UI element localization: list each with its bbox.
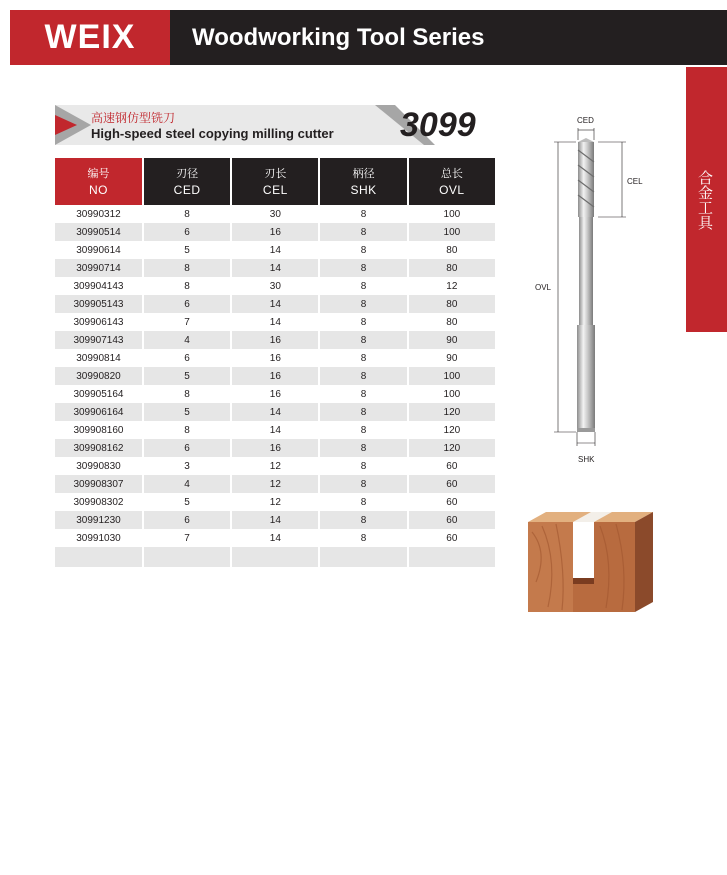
shk-label: SHK <box>578 455 595 464</box>
cell-cel: 14 <box>231 295 319 313</box>
cell-cel: 16 <box>231 331 319 349</box>
cell-cel: 14 <box>231 241 319 259</box>
brand-logo <box>10 10 170 65</box>
cell-ovl: 80 <box>408 241 495 259</box>
table-row-empty <box>55 547 495 567</box>
cell-cel: 16 <box>231 367 319 385</box>
cell-cel: 14 <box>231 421 319 439</box>
cell-no: 309905164 <box>55 385 143 403</box>
spec-table <box>55 158 495 567</box>
table-row <box>55 313 495 331</box>
cell-ovl: 80 <box>408 259 495 277</box>
cell-shk: 8 <box>319 421 407 439</box>
wood-groove-illustration <box>528 512 653 612</box>
cell-ced: 7 <box>143 529 231 547</box>
table-row <box>55 529 495 547</box>
table-row <box>55 457 495 475</box>
cell-shk: 8 <box>319 493 407 511</box>
cell-shk: 8 <box>319 241 407 259</box>
cell-cel: 14 <box>231 511 319 529</box>
column-header-cel: 刃长 CEL <box>231 158 319 205</box>
table-row <box>55 241 495 259</box>
column-header-ced: 刃径 CED <box>143 158 231 205</box>
cell-ced: 6 <box>143 511 231 529</box>
empty-cell <box>231 547 319 567</box>
table-row <box>55 403 495 421</box>
cell-shk: 8 <box>319 529 407 547</box>
cell-shk: 8 <box>319 475 407 493</box>
table-row <box>55 475 495 493</box>
cell-no: 30991030 <box>55 529 143 547</box>
cell-no: 309907143 <box>55 331 143 349</box>
column-header-ovl: 总长 OVL <box>408 158 495 205</box>
cell-shk: 8 <box>319 331 407 349</box>
cell-ced: 3 <box>143 457 231 475</box>
cell-ovl: 60 <box>408 475 495 493</box>
product-name-en: High-speed steel copying milling cutter <box>91 126 334 141</box>
cell-ovl: 60 <box>408 457 495 475</box>
cell-ced: 8 <box>143 421 231 439</box>
header-bar <box>10 10 727 65</box>
cutter-drawing <box>530 110 680 470</box>
cell-ovl: 60 <box>408 493 495 511</box>
table-row <box>55 511 495 529</box>
cell-no: 30991230 <box>55 511 143 529</box>
cell-shk: 8 <box>319 439 407 457</box>
ovl-label: OVL <box>535 283 552 292</box>
empty-cell <box>408 547 495 567</box>
table-row <box>55 277 495 295</box>
cell-shk: 8 <box>319 385 407 403</box>
cell-ovl: 60 <box>408 529 495 547</box>
cell-no: 309908160 <box>55 421 143 439</box>
brand-name: WEIX <box>44 18 136 56</box>
table-row <box>55 331 495 349</box>
cell-ced: 8 <box>143 385 231 403</box>
table-row <box>55 493 495 511</box>
cell-ovl: 80 <box>408 313 495 331</box>
page-title: Woodworking Tool Series <box>192 24 485 51</box>
cell-shk: 8 <box>319 205 407 223</box>
cell-ovl: 60 <box>408 511 495 529</box>
cell-ced: 5 <box>143 403 231 421</box>
cell-ced: 8 <box>143 259 231 277</box>
cell-no: 309906143 <box>55 313 143 331</box>
table-row <box>55 385 495 403</box>
cell-cel: 30 <box>231 205 319 223</box>
cell-no: 30990814 <box>55 349 143 367</box>
cell-ovl: 100 <box>408 367 495 385</box>
cell-shk: 8 <box>319 223 407 241</box>
cutter-neck <box>579 217 593 325</box>
table-header-row <box>55 158 495 205</box>
table-row <box>55 259 495 277</box>
cell-shk: 8 <box>319 349 407 367</box>
cutter-shank <box>577 325 595 430</box>
table-row <box>55 349 495 367</box>
product-model: 3099 <box>400 106 476 144</box>
cell-ced: 7 <box>143 313 231 331</box>
table-row <box>55 367 495 385</box>
cell-ovl: 90 <box>408 349 495 367</box>
cell-no: 30990820 <box>55 367 143 385</box>
product-banner <box>55 105 495 145</box>
cel-label: CEL <box>627 177 643 186</box>
cell-shk: 8 <box>319 313 407 331</box>
empty-cell <box>319 547 407 567</box>
cell-ced: 6 <box>143 295 231 313</box>
cell-ovl: 100 <box>408 385 495 403</box>
cell-no: 30990614 <box>55 241 143 259</box>
cell-shk: 8 <box>319 403 407 421</box>
cell-cel: 12 <box>231 493 319 511</box>
side-tab-label: 合金工具 <box>696 170 714 230</box>
cell-ovl: 12 <box>408 277 495 295</box>
cell-shk: 8 <box>319 367 407 385</box>
cell-cel: 14 <box>231 529 319 547</box>
cell-ovl: 90 <box>408 331 495 349</box>
cell-ovl: 100 <box>408 223 495 241</box>
cell-ced: 6 <box>143 223 231 241</box>
cell-cel: 14 <box>231 403 319 421</box>
cell-cel: 16 <box>231 439 319 457</box>
cell-shk: 8 <box>319 511 407 529</box>
cell-shk: 8 <box>319 457 407 475</box>
table-row <box>55 223 495 241</box>
column-header-no: 编号 NO <box>55 158 143 205</box>
ced-label: CED <box>577 116 594 125</box>
cell-ovl: 120 <box>408 421 495 439</box>
cell-ovl: 120 <box>408 439 495 457</box>
cell-cel: 12 <box>231 457 319 475</box>
table-row <box>55 205 495 223</box>
cell-cel: 30 <box>231 277 319 295</box>
cell-ced: 6 <box>143 439 231 457</box>
cell-ovl: 100 <box>408 205 495 223</box>
cell-ced: 4 <box>143 331 231 349</box>
cell-no: 309908307 <box>55 475 143 493</box>
cell-cel: 14 <box>231 313 319 331</box>
empty-cell <box>55 547 143 567</box>
table-row <box>55 295 495 313</box>
cell-no: 309904143 <box>55 277 143 295</box>
cell-cel: 12 <box>231 475 319 493</box>
cell-ovl: 120 <box>408 403 495 421</box>
cell-ced: 8 <box>143 205 231 223</box>
cell-no: 30990714 <box>55 259 143 277</box>
product-name-cn: 高速钢仿型铣刀 <box>91 111 176 125</box>
cell-ced: 8 <box>143 277 231 295</box>
cell-no: 309908162 <box>55 439 143 457</box>
cell-no: 30990830 <box>55 457 143 475</box>
column-header-shk: 柄径 SHK <box>319 158 407 205</box>
cell-shk: 8 <box>319 259 407 277</box>
cell-ced: 6 <box>143 349 231 367</box>
cell-no: 309908302 <box>55 493 143 511</box>
cell-ced: 5 <box>143 241 231 259</box>
empty-cell <box>143 547 231 567</box>
cell-cel: 16 <box>231 223 319 241</box>
cell-ced: 4 <box>143 475 231 493</box>
cell-no: 30990312 <box>55 205 143 223</box>
cell-no: 309906164 <box>55 403 143 421</box>
cell-no: 30990514 <box>55 223 143 241</box>
table-body <box>55 205 495 567</box>
cell-ced: 5 <box>143 493 231 511</box>
cell-ced: 5 <box>143 367 231 385</box>
table-row <box>55 421 495 439</box>
cell-cel: 16 <box>231 385 319 403</box>
cell-shk: 8 <box>319 295 407 313</box>
cell-cel: 14 <box>231 259 319 277</box>
cell-shk: 8 <box>319 277 407 295</box>
cell-ovl: 80 <box>408 295 495 313</box>
cell-no: 309905143 <box>55 295 143 313</box>
cell-cel: 16 <box>231 349 319 367</box>
table-row <box>55 439 495 457</box>
